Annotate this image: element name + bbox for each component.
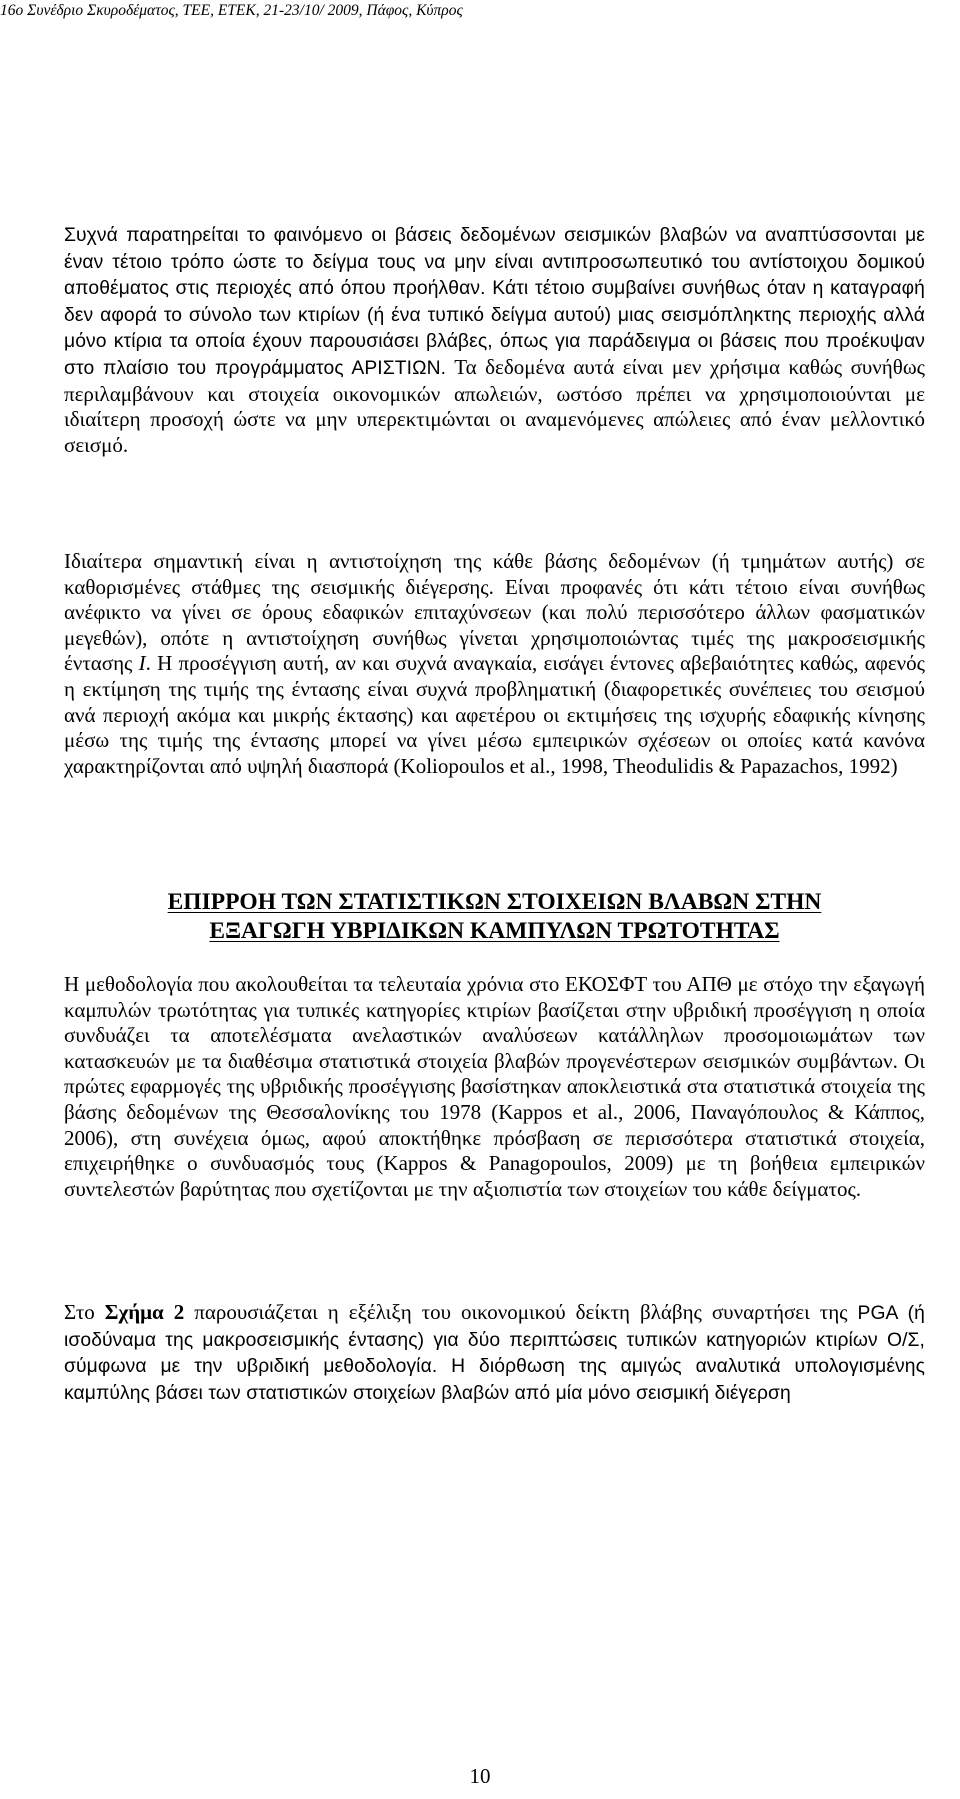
figure-reference: Σχήμα 2	[104, 1300, 185, 1324]
paragraph-text: Στο	[64, 1300, 105, 1324]
body-paragraph	[64, 1300, 925, 1406]
section-heading	[64, 888, 925, 946]
body-paragraph	[64, 222, 925, 458]
intensity-symbol: I	[138, 651, 146, 676]
paragraph-text-sans: PGA (ή ισοδύναμα της μακροσεισμικής έντασης) για δύο περιπτώσεις τυπικών κατηγοριών κτιρίων Ο/Σ, σύμφωνα με την υβριδική μεθοδολογία. Η διόρθωση της αμιγώς αναλυτικά υπολογισμένης καμπύλης βάσει των στατιστικών στοιχείων βλαβών από μία μόνο σεισμική διέγερση	[64, 1303, 925, 1404]
running-header: 16ο Συνέδριο Σκυροδέματος, ΤΕΕ, ΕΤΕΚ, 21-23/10/ 2009, Πάφος, Κύπρος	[0, 2, 463, 19]
paragraph-text-sans: Συχνά παρατηρείται το φαινόμενο οι βάσεις δεδομένων σεισμικών βλαβών να αναπτύσσονται με έναν τέτοιο τρόπο ώστε το δείγμα τους να μην είναι αντιπροσωπευτικό του αντίστοιχου δομικού αποθέματος στις περιοχές από όπου προήλθαν. Κάτι τέτοιο συμβαίνει συνήθως όταν η καταγραφή δεν αφορά το σύνολο των κτιρίων (ή ένα τυπικό δείγμα αυτού) μιας σεισμόπληκτης περιοχής αλλά μόνο κτίρια τα οποία έχουν παρουσιάσει βλάβες, όπως για παράδειγμα οι βάσεις που προέκυψαν στο πλαίσιο του προγράμματος ΑΡΙΣΤΙΩΝ.	[64, 225, 925, 379]
paragraph-text: . Η προσέγγιση αυτή, αν και συχνά αναγκαία, εισάγει έντονες αβεβαιότητες καθώς, αφενός η εκτίμηση της τιμής της έντασης είναι συχνά προβληματική (διαφορετικές συνέπειες του σεισμού ανά περιοχή ακόμα και μικρής έκτασης) και αφετέρου οι εκτιμήσεις της ισχυρής εδαφικής κίνησης μέσω της τιμής της έντασης μπορεί να γίνει μέσω εμπειρικών σχέσεων οι οποίες κατά κανόνα χαρακτηρίζονται από υψηλή διασπορά (Koliopoulos et al., 1998, Theodulidis & Papazachos, 1992)	[64, 651, 925, 778]
section-heading-line-2: ΕΞΑΓΩΓΗ ΥΒΡΙΔΙΚΩΝ ΚΑΜΠΥΛΩΝ ΤΡΩΤΟΤΗΤΑΣ	[209, 918, 780, 944]
paragraph-text: Ιδιαίτερα σημαντική είναι η αντιστοίχηση της κάθε βάσης δεδομένων (ή τμημάτων αυτής) σε καθορισμένες στάθμες της σεισμικής διέγερσης. Είναι προφανές ότι κάτι τέτοιο είναι συνήθως ανέφικτο να γίνει σε όρους εδαφικών επιταχύνσεων (και πολύ περισσότερο άλλων φασματικών μεγεθών), οπότε η αντιστοίχηση συνήθως γίνεται χρησιμοποιώντας τιμές της μακροσεισμικής έντασης	[64, 549, 925, 676]
body-paragraph	[64, 549, 925, 779]
paragraph-text-serif: Τα δεδομένα αυτά είναι μεν χρήσιμα καθώς συνήθως περιλαμβάνουν και στοιχεία οικονομικών απωλειών, ωστόσο πρέπει να χρησιμοποιούνται με ιδιαίτερη προσοχή ώστε να μην υπερεκτιμώνται οι αναμενόμενες απώλειες από έναν μελλοντικό σεισμό.	[64, 354, 925, 457]
section-heading-line-1: ΕΠΙΡΡΟΗ ΤΩΝ ΣΤΑΤΙΣΤΙΚΩΝ ΣΤΟΙΧΕΙΩΝ ΒΛΑΒΩΝ ΣΤΗΝ	[167, 889, 822, 915]
body-paragraph: Η μεθοδολογία που ακολουθείται τα τελευταία χρόνια στο ΕΚΟΣΦΤ του ΑΠΘ με στόχο την εξαγωγή καμπυλών τρωτότητας για τυπικές κατηγορίες κτιρίων βασίζεται στην υβριδική προσέγγιση η οποία συνδυάζει τα αποτελέσματα ανελαστικών αναλύσεων κατάλληλων προσομοιωμάτων των κατασκευών με τα διαθέσιμα στατιστικά στοιχεία βλαβών προγενέστερων σεισμικών συμβάντων. Οι πρώτες εφαρμογές της υβριδικής προσέγγισης βασίστηκαν αποκλειστικά στα στατιστικά στοιχεία της βάσης δεδομένων της Θεσσαλονίκης του 1978 (Kappos et al., 2006, Παναγόπουλος & Κάππος, 2006), στη συνέχεια όμως, αφού αποκτήθηκε πρόσβαση σε περισσότερα στατιστικά στοιχεία, επιχειρήθηκε ο συνδυασμός τους (Kappos & Panagopoulos, 2009) με τη βοήθεια εμπειρικών συντελεστών βαρύτητας που σχετίζονται με την αξιοπιστία των στοιχείων του κάθε δείγματος.	[64, 972, 925, 1201]
paragraph-text: παρουσιάζεται η εξέλιξη του οικονομικού δείκτη βλάβης συναρτήσει της	[184, 1300, 858, 1324]
page-number: 10	[469, 1764, 491, 1788]
